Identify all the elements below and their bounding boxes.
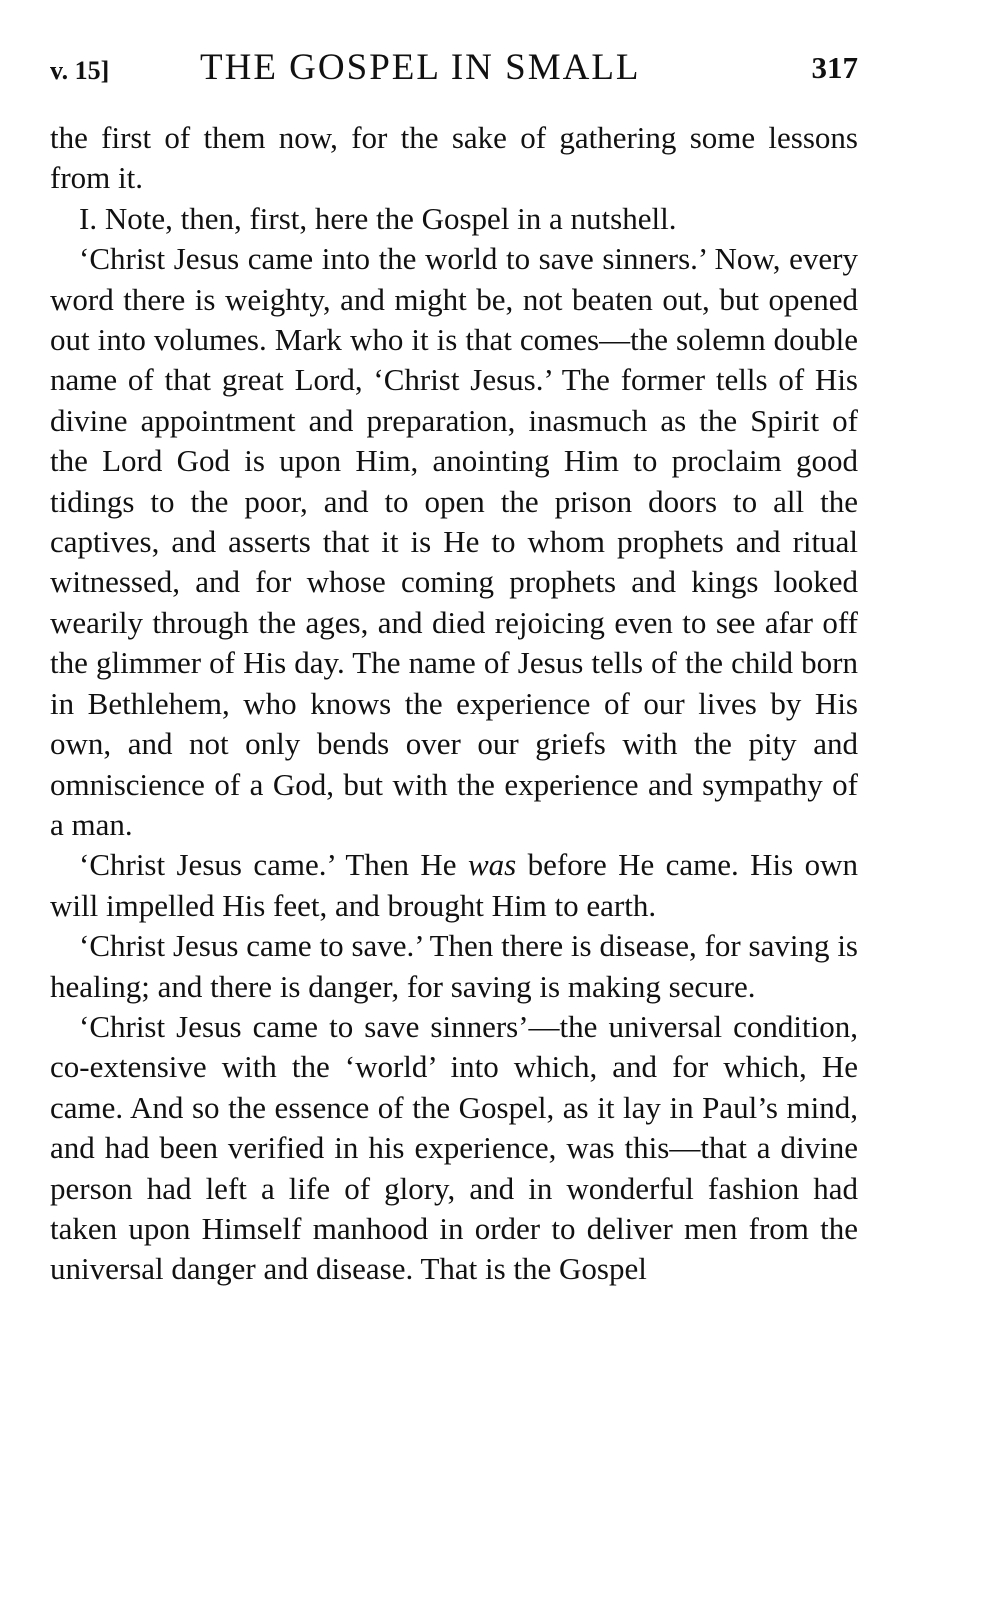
running-head (50, 40, 858, 96)
paragraph-text: ‘Christ Jesus came.’ Then He (79, 847, 468, 883)
emphasis: was (467, 847, 517, 883)
section-reference: v. 15] (50, 56, 110, 85)
body-text (50, 118, 858, 1290)
paragraph: ‘Christ Jesus came to save.’ Then there is disease, for saving is healing; and there is danger, for saving is making secure. (50, 928, 858, 1004)
paragraph (50, 845, 858, 926)
running-title: THE GOSPEL IN SMALL (200, 47, 641, 88)
paragraph-continuation: the first of them now, for the sake of gathering some lessons from it. (50, 120, 858, 196)
book-page (50, 40, 858, 1290)
section-heading: I. Note, then, first, here the Gospel in a nutshell. (79, 200, 677, 236)
paragraph-text: before He came. His own will impelled His feet, and brought Him to earth. (50, 847, 859, 923)
paragraph: ‘Christ Jesus came to save sinners’—the universal condition, co-extensive with the ‘world’ into which, and for which, He came. And so the essence of the Gospel, as it lay in Paul’s mind, and had been verified in his experience, was this—that a divine person had left a life of glory, and in wonderful fashion had taken upon Himself manhood in order to deliver men from the universal danger and disease. That is the Gospel (50, 1008, 858, 1287)
page-number: 317 (811, 50, 858, 85)
paragraph: ‘Christ Jesus came into the world to save sinners.’ Now, every word there is weighty, and might be, not beaten out, but opened out into volumes. Mark who it is that comes—the solemn double name of that great Lord, ‘Christ Jesus.’ The former tells of His divine appointment and preparation, inasmuch as the Spirit of the Lord God is upon Him, anointing Him to proclaim good tidings to the poor, and to open the prison doors to all the captives, and asserts that it is He to whom prophets and ritual witnessed, and for whose coming prophets and kings looked wearily through the ages, and died rejoicing even to see afar off the glimmer of His day. The name of Jesus tells of the child born in Bethlehem, who knows the experience of our lives by His own, and not only bends over our griefs with the pity and omniscience of a God, but with the experience and sympathy of a man. (50, 241, 858, 842)
